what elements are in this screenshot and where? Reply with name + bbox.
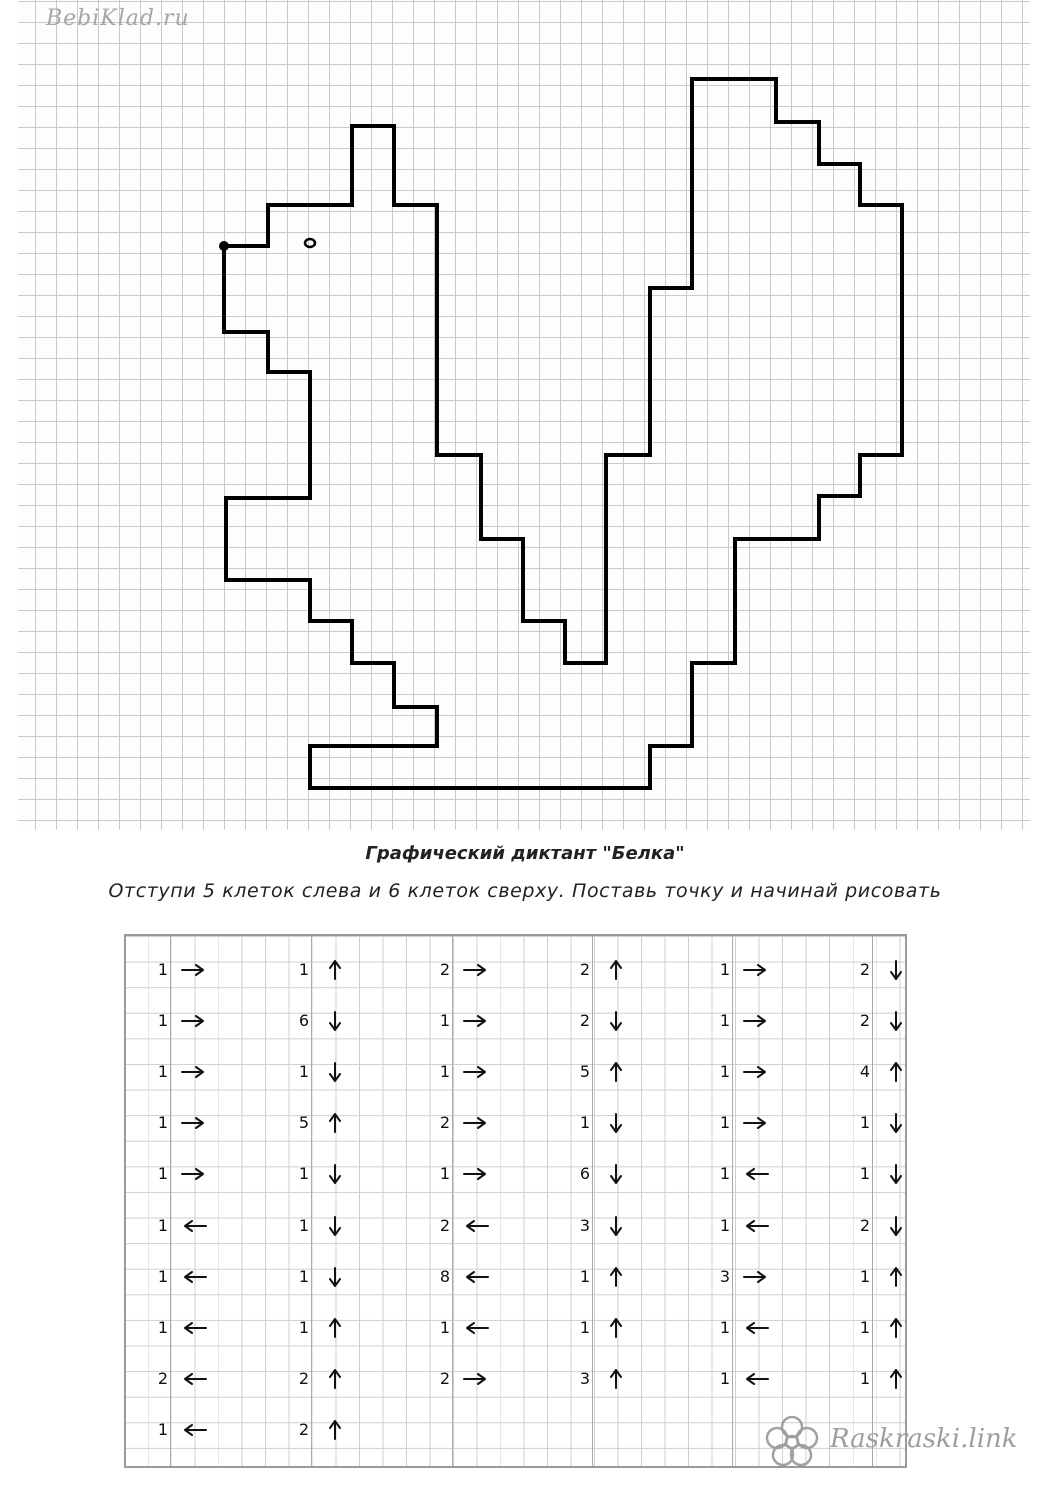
arrow-left-icon	[462, 1318, 490, 1338]
arrow-left-icon	[742, 1318, 770, 1338]
step-count: 1	[859, 1164, 870, 1184]
arrow-up-icon	[321, 1420, 349, 1440]
column-divider	[872, 936, 873, 1466]
arrow-down-icon	[602, 1011, 630, 1031]
watermark-bottom	[760, 1410, 1040, 1470]
arrow-right-icon	[462, 1011, 490, 1031]
step-count: 6	[298, 1011, 309, 1031]
step-count: 1	[579, 1317, 590, 1337]
step-count: 1	[298, 1266, 309, 1286]
step-count: 1	[719, 1164, 730, 1184]
arrow-right-icon	[742, 1062, 770, 1082]
step-count: 8	[439, 1266, 450, 1286]
arrow-down-icon	[882, 960, 910, 980]
step-count: 1	[298, 1215, 309, 1235]
arrow-up-icon	[882, 1318, 910, 1338]
arrow-up-icon	[602, 1062, 630, 1082]
arrow-right-icon	[462, 1113, 490, 1133]
step-count: 5	[579, 1062, 590, 1082]
arrow-down-icon	[321, 1164, 349, 1184]
arrow-right-icon	[742, 1113, 770, 1133]
arrow-left-icon	[180, 1216, 208, 1236]
arrow-right-icon	[462, 1164, 490, 1184]
column-divider	[592, 936, 593, 1466]
arrow-left-icon	[180, 1318, 208, 1338]
step-count: 1	[157, 1215, 168, 1235]
step-count: 1	[439, 1164, 450, 1184]
step-count: 2	[859, 1011, 870, 1031]
squirrel-outline	[224, 79, 902, 788]
arrow-right-icon	[180, 1011, 208, 1031]
arrow-up-icon	[882, 1369, 910, 1389]
step-count: 1	[157, 960, 168, 979]
step-count: 1	[157, 1266, 168, 1286]
arrow-down-icon	[321, 1062, 349, 1082]
step-count: 1	[719, 960, 730, 979]
arrow-left-icon	[462, 1216, 490, 1236]
arrow-down-icon	[602, 1216, 630, 1236]
arrow-left-icon	[180, 1369, 208, 1389]
arrow-up-icon	[602, 960, 630, 980]
step-count: 1	[859, 1113, 870, 1133]
step-count: 2	[859, 960, 870, 979]
arrow-up-icon	[321, 1318, 349, 1338]
step-count: 1	[579, 1113, 590, 1133]
arrow-up-icon	[602, 1318, 630, 1338]
arrow-down-icon	[882, 1164, 910, 1184]
step-count: 2	[579, 1011, 590, 1031]
step-count: 1	[859, 1368, 870, 1388]
step-count: 1	[157, 1011, 168, 1031]
step-count: 2	[579, 960, 590, 979]
arrow-down-icon	[321, 1267, 349, 1287]
step-count: 1	[298, 1062, 309, 1082]
arrow-up-icon	[882, 1062, 910, 1082]
column-divider	[732, 936, 733, 1466]
arrow-down-icon	[321, 1216, 349, 1236]
watermark-bottom-text: Raskraski.link	[830, 1424, 1018, 1454]
step-count: 4	[859, 1062, 870, 1082]
start-dot	[219, 241, 229, 251]
step-count: 1	[439, 1062, 450, 1082]
dictation-table	[124, 934, 907, 1468]
step-count: 1	[157, 1113, 168, 1133]
arrow-down-icon	[321, 1011, 349, 1031]
arrow-right-icon	[742, 1011, 770, 1031]
arrow-left-icon	[462, 1267, 490, 1287]
arrow-right-icon	[462, 960, 490, 980]
arrow-left-icon	[180, 1267, 208, 1287]
step-count: 3	[719, 1266, 730, 1286]
arrow-up-icon	[321, 1369, 349, 1389]
step-count: 1	[719, 1062, 730, 1082]
arrow-left-icon	[180, 1420, 208, 1440]
arrow-up-icon	[321, 1113, 349, 1133]
step-count: 1	[298, 1317, 309, 1337]
instruction-text: Отступи 5 клеток слева и 6 клеток сверху. Поставь точку и начинай рисовать	[108, 880, 942, 902]
arrow-up-icon	[602, 1267, 630, 1287]
arrow-right-icon	[742, 1267, 770, 1287]
arrow-left-icon	[742, 1164, 770, 1184]
arrow-right-icon	[742, 960, 770, 980]
arrow-right-icon	[462, 1062, 490, 1082]
step-count: 1	[719, 1317, 730, 1337]
step-count: 2	[439, 1368, 450, 1388]
arrow-right-icon	[180, 1062, 208, 1082]
step-count: 3	[579, 1215, 590, 1235]
arrow-down-icon	[882, 1011, 910, 1031]
step-count: 5	[298, 1113, 309, 1133]
step-count: 1	[157, 1062, 168, 1082]
flower-icon	[760, 1412, 824, 1468]
arrow-right-icon	[180, 960, 208, 980]
step-count: 2	[439, 1215, 450, 1235]
step-count: 1	[157, 1419, 168, 1439]
page-title: Графический диктант "Белка"	[365, 843, 685, 864]
step-count: 2	[439, 960, 450, 979]
arrow-down-icon	[882, 1216, 910, 1236]
step-count: 1	[298, 1164, 309, 1184]
arrow-left-icon	[742, 1216, 770, 1236]
step-count: 1	[719, 1113, 730, 1133]
step-count: 6	[579, 1164, 590, 1184]
step-count: 1	[157, 1317, 168, 1337]
arrow-left-icon	[742, 1369, 770, 1389]
step-count: 1	[298, 960, 309, 979]
arrow-up-icon	[321, 960, 349, 980]
arrow-right-icon	[462, 1369, 490, 1389]
step-count: 1	[579, 1266, 590, 1286]
step-count: 1	[859, 1317, 870, 1337]
column-divider	[452, 936, 453, 1466]
step-count: 1	[157, 1164, 168, 1184]
step-count: 1	[719, 1011, 730, 1031]
arrow-down-icon	[882, 1113, 910, 1133]
step-count: 1	[439, 1317, 450, 1337]
step-count: 2	[157, 1368, 168, 1388]
step-count: 3	[579, 1368, 590, 1388]
watermark-top: BebiKlad.ru	[46, 6, 190, 31]
arrow-right-icon	[180, 1113, 208, 1133]
column-divider	[170, 936, 171, 1466]
step-count: 2	[439, 1113, 450, 1133]
step-count: 1	[859, 1266, 870, 1286]
column-divider	[311, 936, 312, 1466]
step-count: 2	[859, 1215, 870, 1235]
arrow-up-icon	[602, 1369, 630, 1389]
squirrel-eye	[305, 239, 315, 247]
arrow-down-icon	[602, 1164, 630, 1184]
arrow-down-icon	[602, 1113, 630, 1133]
step-count: 1	[719, 1368, 730, 1388]
step-count: 1	[719, 1215, 730, 1235]
step-count: 1	[439, 1011, 450, 1031]
step-count: 2	[298, 1419, 309, 1439]
arrow-right-icon	[180, 1164, 208, 1184]
arrow-up-icon	[882, 1267, 910, 1287]
step-count: 2	[298, 1368, 309, 1388]
